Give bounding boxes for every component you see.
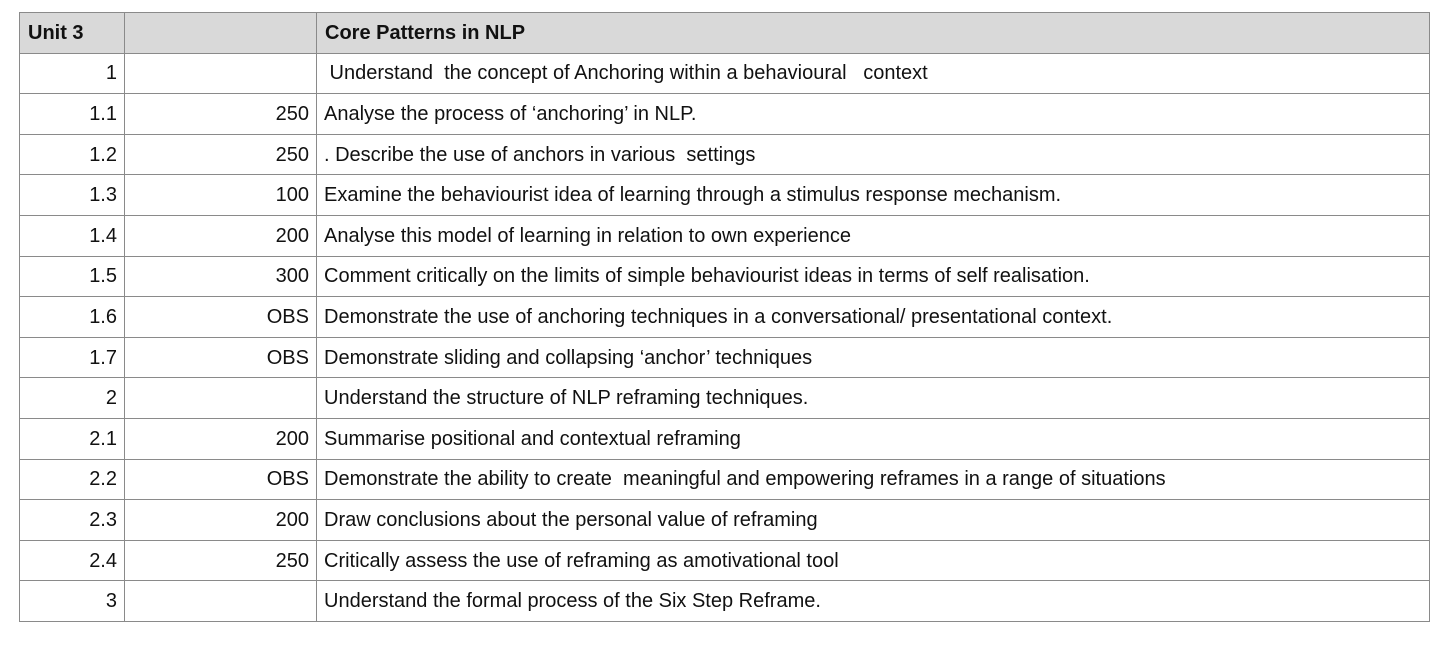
table-row xyxy=(20,175,1430,216)
criterion-number: 2.4 xyxy=(20,540,125,581)
header-marks-cell xyxy=(125,13,317,54)
criterion-marks: 250 xyxy=(125,134,317,175)
criterion-marks: OBS xyxy=(125,337,317,378)
criterion-text: Demonstrate the use of anchoring techniques in a conversational/ presentational context. xyxy=(317,297,1430,338)
criterion-text: Understand the formal process of the Six Step Reframe. xyxy=(317,581,1430,622)
criterion-marks: 200 xyxy=(125,418,317,459)
criterion-number: 1.4 xyxy=(20,215,125,256)
table-row xyxy=(20,256,1430,297)
criterion-marks xyxy=(125,53,317,94)
unit-table xyxy=(19,12,1430,622)
table-row xyxy=(20,500,1430,541)
table-row xyxy=(20,418,1430,459)
table-body xyxy=(20,53,1430,621)
criterion-number: 1.2 xyxy=(20,134,125,175)
criterion-text: Examine the behaviourist idea of learning through a stimulus response mechanism. xyxy=(317,175,1430,216)
criterion-number: 3 xyxy=(20,581,125,622)
header-unit-cell: Unit 3 xyxy=(20,13,125,54)
criterion-text: Summarise positional and contextual reframing xyxy=(317,418,1430,459)
criterion-text: Understand the concept of Anchoring within a behavioural context xyxy=(317,53,1430,94)
criterion-marks: OBS xyxy=(125,297,317,338)
table-row xyxy=(20,215,1430,256)
table-row xyxy=(20,581,1430,622)
table-row xyxy=(20,53,1430,94)
table-row xyxy=(20,297,1430,338)
table-row xyxy=(20,94,1430,135)
criterion-marks xyxy=(125,378,317,419)
criterion-text: Comment critically on the limits of simple behaviourist ideas in terms of self realisation. xyxy=(317,256,1430,297)
table-row xyxy=(20,540,1430,581)
criterion-text: Draw conclusions about the personal value of reframing xyxy=(317,500,1430,541)
criterion-number: 1.7 xyxy=(20,337,125,378)
table-row xyxy=(20,378,1430,419)
criterion-number: 1.6 xyxy=(20,297,125,338)
criterion-marks xyxy=(125,581,317,622)
criterion-marks: 300 xyxy=(125,256,317,297)
criterion-number: 1.3 xyxy=(20,175,125,216)
criterion-marks: OBS xyxy=(125,459,317,500)
criterion-marks: 200 xyxy=(125,215,317,256)
table-row xyxy=(20,459,1430,500)
criterion-text: Demonstrate sliding and collapsing ‘anchor’ techniques xyxy=(317,337,1430,378)
criterion-marks: 250 xyxy=(125,94,317,135)
criterion-number: 2.2 xyxy=(20,459,125,500)
criterion-text: Analyse the process of ‘anchoring’ in NLP. xyxy=(317,94,1430,135)
criterion-number: 2 xyxy=(20,378,125,419)
criterion-number: 1 xyxy=(20,53,125,94)
table-header-row xyxy=(20,13,1430,54)
table-row xyxy=(20,337,1430,378)
criterion-number: 1.5 xyxy=(20,256,125,297)
criterion-number: 2.3 xyxy=(20,500,125,541)
criterion-number: 1.1 xyxy=(20,94,125,135)
criterion-text: Demonstrate the ability to create meaningful and empowering reframes in a range of situations xyxy=(317,459,1430,500)
criterion-number: 2.1 xyxy=(20,418,125,459)
criterion-marks: 250 xyxy=(125,540,317,581)
header-title-cell: Core Patterns in NLP xyxy=(317,13,1430,54)
table-row xyxy=(20,134,1430,175)
criterion-text: Analyse this model of learning in relation to own experience xyxy=(317,215,1430,256)
criterion-marks: 200 xyxy=(125,500,317,541)
criterion-marks: 100 xyxy=(125,175,317,216)
criterion-text: Understand the structure of NLP reframing techniques. xyxy=(317,378,1430,419)
criterion-text: . Describe the use of anchors in various settings xyxy=(317,134,1430,175)
criterion-text: Critically assess the use of reframing as amotivational tool xyxy=(317,540,1430,581)
